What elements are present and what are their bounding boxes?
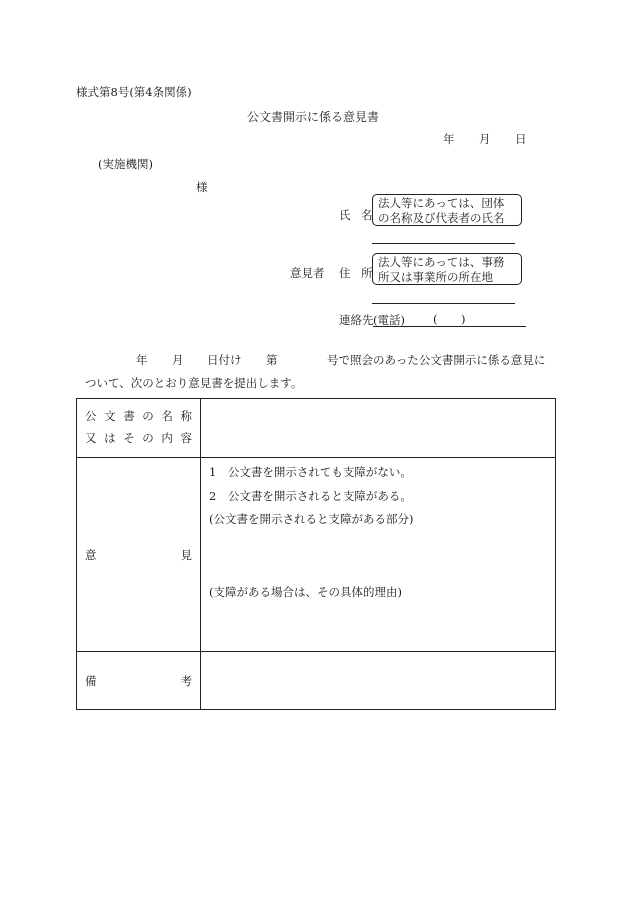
body-month: 月 bbox=[172, 353, 184, 367]
name-note-line1: 法人等にあっては、団体 bbox=[378, 196, 505, 210]
contact-paren-open: ( bbox=[433, 312, 438, 326]
opinion-table bbox=[76, 398, 556, 710]
address-label-2: 所 bbox=[361, 266, 373, 280]
remarks-field[interactable] bbox=[201, 652, 556, 710]
body-line1-rest: 号で照会のあった公文書開示に係る意見に bbox=[327, 353, 546, 367]
name-field[interactable] bbox=[372, 243, 515, 244]
document-name-label-line1: 公 文 書 の 名 称 bbox=[85, 409, 192, 423]
contact-paren-close: ) bbox=[461, 312, 466, 326]
contact-phone-field[interactable] bbox=[373, 326, 526, 327]
name-note-line2: の名称及び代表者の氏名 bbox=[378, 211, 505, 225]
date-year-label: 年 bbox=[443, 132, 455, 146]
address-note-line1: 法人等にあっては、事務 bbox=[378, 255, 505, 269]
contact-label: 連絡先 bbox=[339, 313, 374, 327]
opinion-field[interactable] bbox=[201, 458, 556, 652]
contact-phone-label: (電話) bbox=[373, 313, 405, 327]
body-year: 年 bbox=[136, 353, 148, 367]
page-title: 公文書開示に係る意見書 bbox=[247, 110, 380, 124]
agency-label: (実施機関) bbox=[98, 157, 153, 171]
opinion-hindrance-part: (公文書を開示されると支障がある部分) bbox=[209, 512, 414, 526]
remarks-label: 備 考 bbox=[85, 674, 192, 688]
address-label-1: 住 bbox=[339, 266, 351, 280]
opinion-label: 意 見 bbox=[85, 548, 192, 562]
opinion-option-1[interactable]: 1 公文書を開示されても支障がない。 bbox=[209, 465, 412, 479]
address-field[interactable] bbox=[372, 303, 515, 304]
body-no-prefix: 第 bbox=[266, 353, 278, 367]
name-label-2: 名 bbox=[361, 208, 373, 222]
opinion-label-cell bbox=[77, 458, 201, 652]
opinion-holder-label: 意見者 bbox=[290, 266, 325, 280]
opinion-hindrance-reason: (支障がある場合は、その具体的理由) bbox=[209, 585, 402, 599]
date-day-label: 日 bbox=[515, 132, 527, 146]
body-dated: 日付け bbox=[207, 353, 242, 367]
form-number: 様式第8号(第4条関係) bbox=[76, 85, 192, 99]
opinion-option-2[interactable]: 2 公文書を開示されると支障がある。 bbox=[209, 489, 412, 503]
document-name-label-cell bbox=[77, 399, 201, 458]
document-name-field[interactable] bbox=[201, 399, 556, 458]
table-row-remarks bbox=[77, 652, 556, 710]
document-name-label-line2: 又 は そ の 内 容 bbox=[85, 431, 192, 445]
honorific: 様 bbox=[196, 180, 208, 194]
body-line2: ついて、次のとおり意見書を提出します。 bbox=[85, 376, 303, 390]
address-note-line2: 所又は事業所の所在地 bbox=[378, 270, 493, 284]
table-row-document-name bbox=[77, 399, 556, 458]
name-label-1: 氏 bbox=[339, 208, 351, 222]
date-month-label: 月 bbox=[479, 132, 491, 146]
table-row-opinion bbox=[77, 458, 556, 652]
remarks-label-cell bbox=[77, 652, 201, 710]
